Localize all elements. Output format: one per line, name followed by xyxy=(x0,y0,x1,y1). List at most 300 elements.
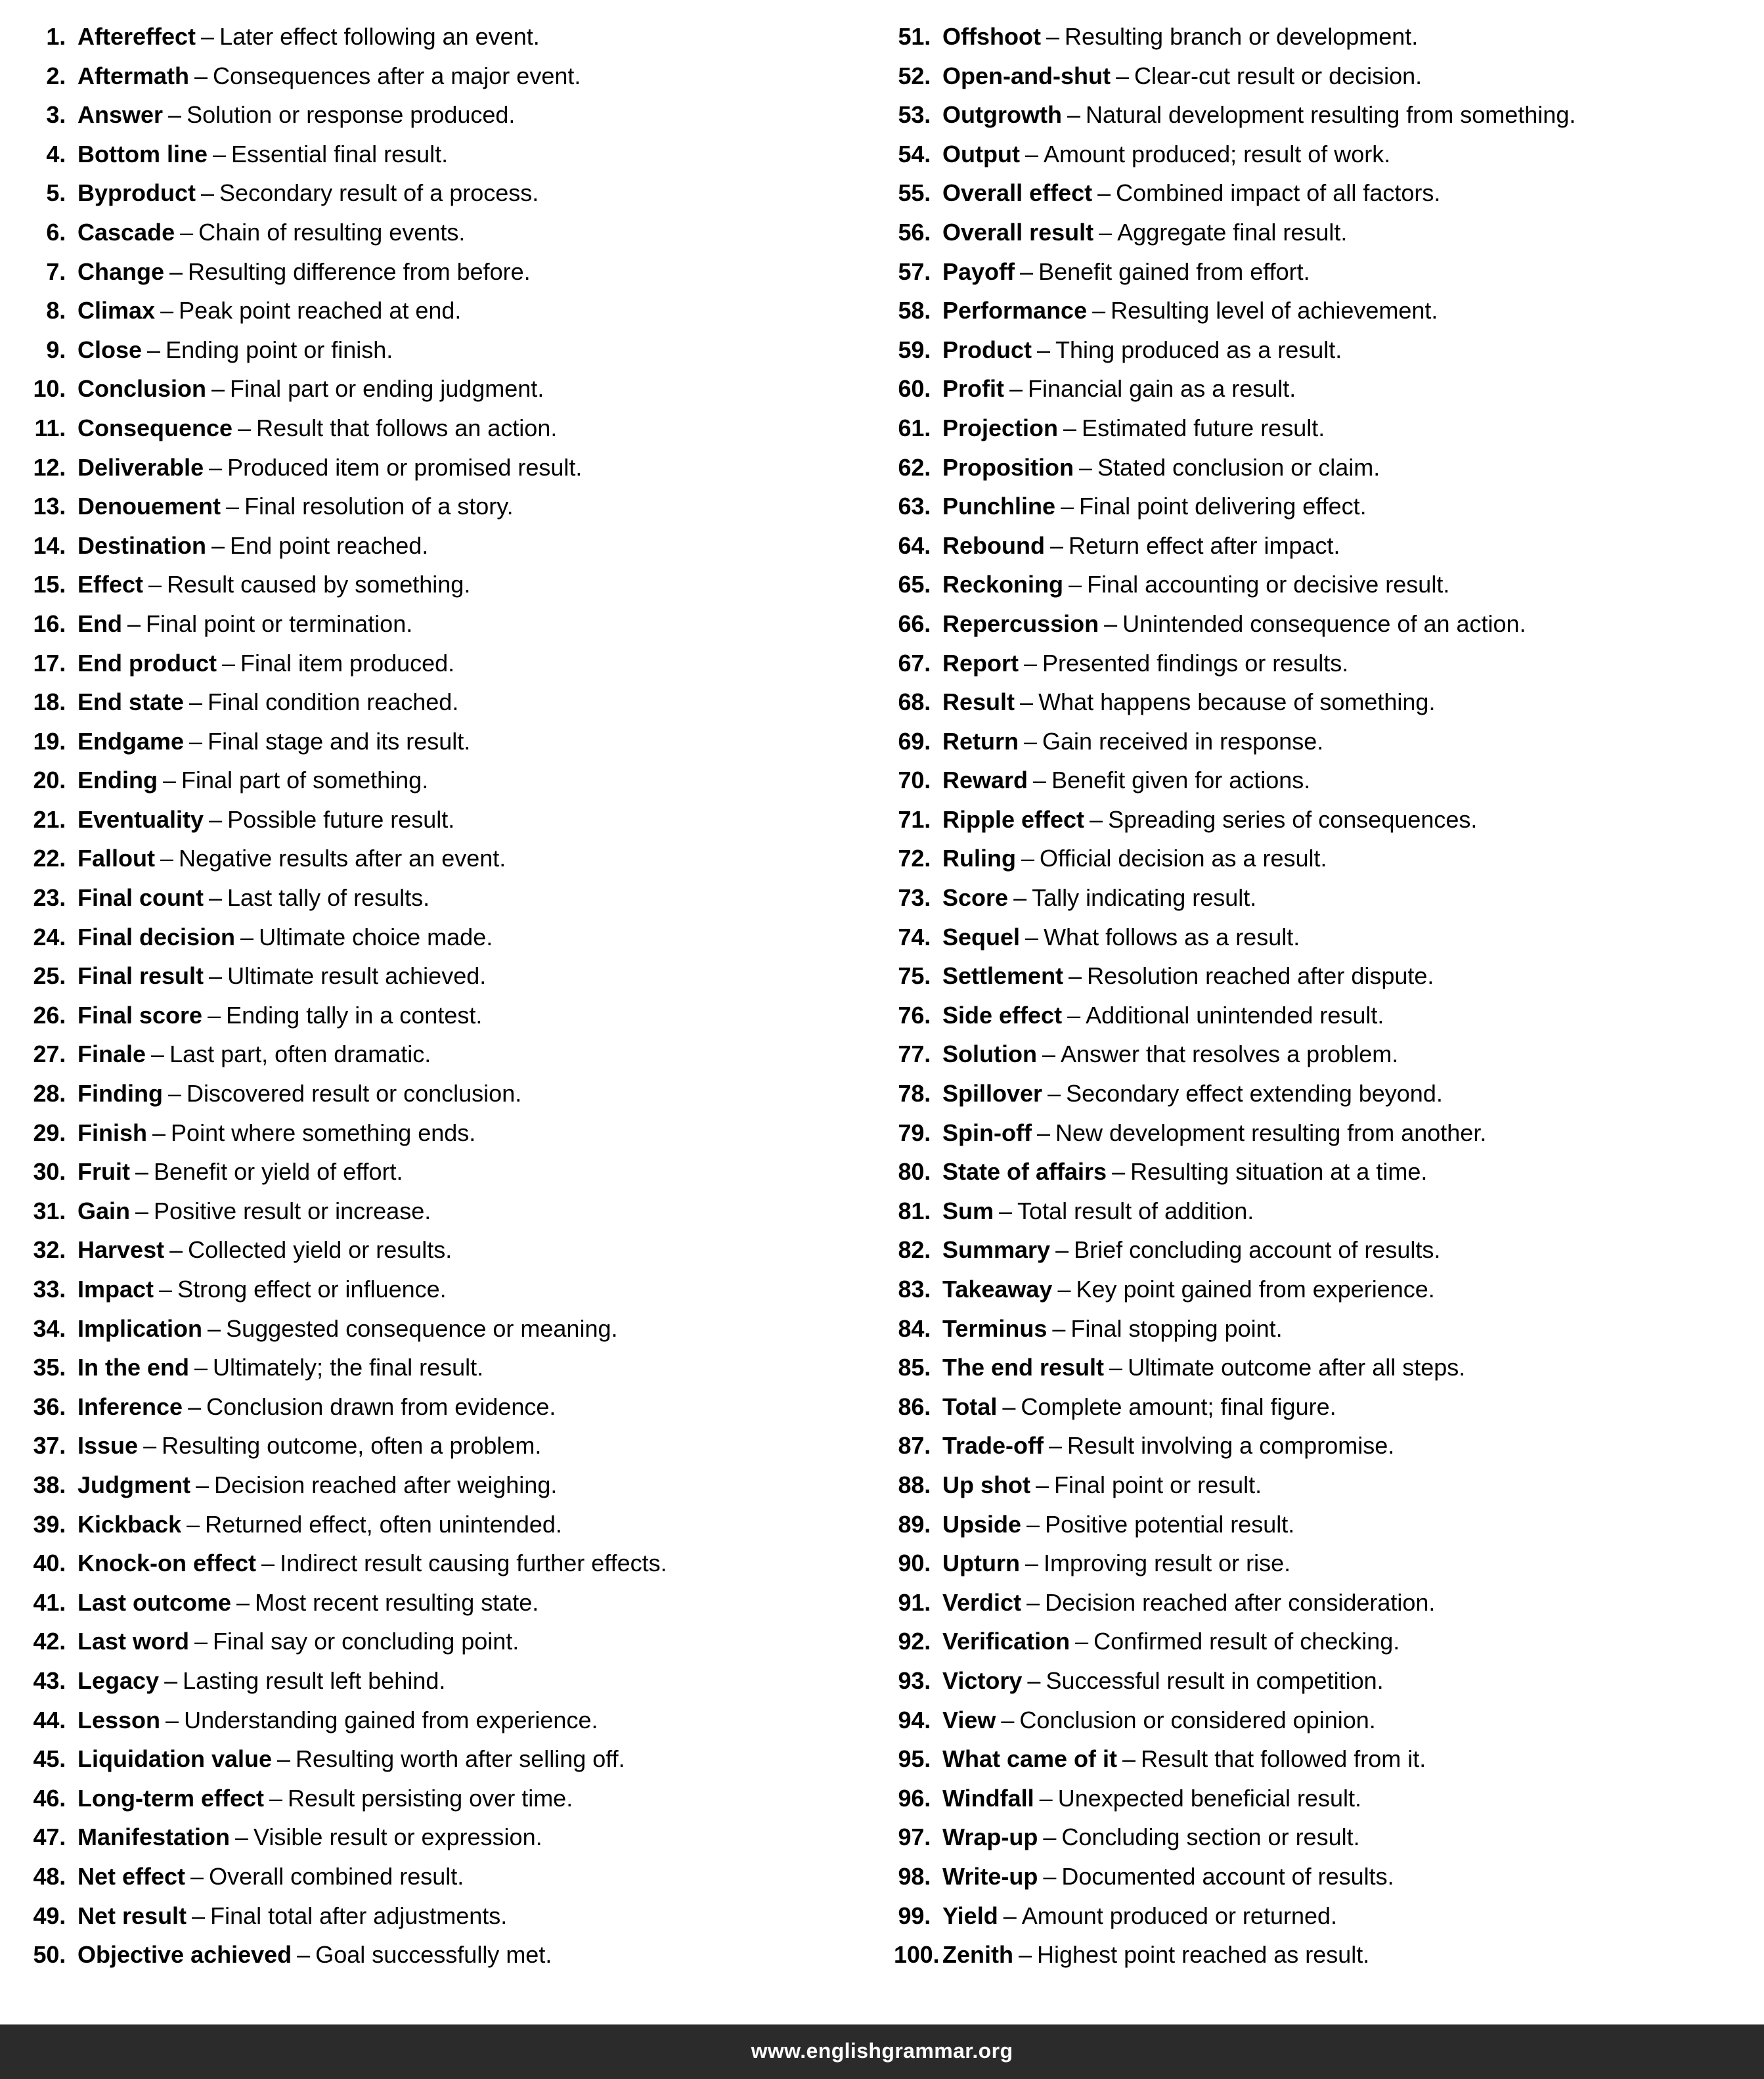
list-item-number: 15. xyxy=(33,571,66,598)
list-item xyxy=(29,56,865,96)
list-item-number: 17. xyxy=(33,649,66,677)
list-item-definition: Possible future result. xyxy=(227,805,455,833)
list-item-dash: – xyxy=(1042,1040,1055,1068)
list-item-dash: – xyxy=(1001,1706,1015,1733)
list-item-number: 22. xyxy=(33,845,66,872)
list-item-term: Spillover xyxy=(942,1080,1043,1107)
list-item-term: Result xyxy=(942,688,1015,716)
list-item-term: Wrap-up xyxy=(942,1823,1038,1851)
list-item-definition: Final item produced. xyxy=(240,649,455,677)
list-item xyxy=(894,918,1735,957)
list-item-number: 73. xyxy=(898,884,931,912)
list-item-number: 97. xyxy=(898,1823,931,1851)
list-item-number: 92. xyxy=(898,1628,931,1655)
list-item-term: Final decision xyxy=(77,923,236,950)
list-item-term: Objective achieved xyxy=(77,1941,292,1969)
list-item xyxy=(894,1935,1735,1975)
list-item-definition: Overall combined result. xyxy=(209,1862,464,1890)
list-item-term: Deliverable xyxy=(77,453,204,481)
list-item-number: 63. xyxy=(898,493,931,520)
list-item-definition: Answer that resolves a problem. xyxy=(1061,1040,1399,1068)
list-item-term: Ripple effect xyxy=(942,805,1085,833)
list-item xyxy=(29,1661,865,1701)
list-item-dash: – xyxy=(1104,610,1118,637)
list-item-definition: Aggregate final result. xyxy=(1117,218,1348,246)
list-item-term: Implication xyxy=(77,1314,203,1342)
list-item-definition: Understanding gained from experience. xyxy=(184,1706,598,1733)
list-item xyxy=(894,1192,1735,1231)
list-item-dash: – xyxy=(147,336,161,363)
list-item xyxy=(29,213,865,252)
list-item-number: 18. xyxy=(33,688,66,716)
list-item-definition: Suggested consequence or meaning. xyxy=(226,1314,618,1342)
list-item-number: 25. xyxy=(33,962,66,990)
list-item xyxy=(29,1152,865,1192)
list-item xyxy=(29,330,865,370)
list-item xyxy=(29,487,865,526)
list-item-term: Final count xyxy=(77,884,204,912)
list-item-definition: Chain of resulting events. xyxy=(198,218,466,246)
list-item-term: Judgment xyxy=(77,1471,191,1498)
list-item-definition: Benefit gained from effort. xyxy=(1038,257,1310,285)
list-item xyxy=(29,1387,865,1427)
list-item xyxy=(29,1113,865,1153)
list-item-dash: – xyxy=(1092,297,1106,324)
list-item-dash: – xyxy=(1009,375,1023,403)
list-item-number: 4. xyxy=(46,140,66,168)
list-item-number: 28. xyxy=(33,1080,66,1107)
list-item-term: Close xyxy=(77,336,143,363)
list-item-dash: – xyxy=(1003,1902,1017,1929)
list-item-dash: – xyxy=(135,1197,149,1224)
list-item-definition: Presented findings or results. xyxy=(1042,649,1349,677)
list-item-term: Final result xyxy=(77,962,204,990)
list-item-definition: Documented account of results. xyxy=(1061,1862,1394,1890)
list-item xyxy=(29,761,865,800)
list-item-term: Overall result xyxy=(942,218,1094,246)
list-item xyxy=(894,644,1735,683)
list-item xyxy=(894,722,1735,761)
list-item-definition: Final total after adjustments. xyxy=(210,1902,508,1929)
list-item-term: Return xyxy=(942,727,1019,755)
list-item xyxy=(29,682,865,722)
list-item-dash: – xyxy=(208,1001,221,1029)
list-item xyxy=(29,996,865,1035)
list-item-definition: Additional unintended result. xyxy=(1086,1001,1384,1029)
list-item-term: View xyxy=(942,1706,996,1733)
list-item-term: Destination xyxy=(77,531,207,559)
list-item-dash: – xyxy=(235,1823,249,1851)
list-item xyxy=(29,1583,865,1622)
list-item xyxy=(894,1896,1735,1936)
list-item xyxy=(29,1074,865,1113)
list-item-dash: – xyxy=(1037,336,1051,363)
list-item-term: Terminus xyxy=(942,1314,1047,1342)
list-item-term: Solution xyxy=(942,1040,1037,1068)
list-item-dash: – xyxy=(1047,1080,1061,1107)
list-item-dash: – xyxy=(1043,1823,1057,1851)
list-item xyxy=(29,604,865,644)
list-item-number: 35. xyxy=(33,1354,66,1381)
list-item-definition: Last tally of results. xyxy=(227,884,430,912)
list-item-definition: Secondary result of a process. xyxy=(219,179,539,207)
list-item-definition: Positive potential result. xyxy=(1045,1510,1295,1538)
list-item-number: 45. xyxy=(33,1745,66,1773)
list-item-definition: Combined impact of all factors. xyxy=(1116,179,1441,207)
list-item-dash: – xyxy=(1112,1158,1126,1186)
list-item-term: Windfall xyxy=(942,1784,1034,1812)
list-item-dash: – xyxy=(1013,884,1027,912)
list-item-definition: Financial gain as a result. xyxy=(1028,375,1296,403)
list-item-number: 54. xyxy=(898,140,931,168)
list-item-dash: – xyxy=(164,1666,178,1694)
list-item-dash: – xyxy=(999,1197,1013,1224)
list-item xyxy=(894,1035,1735,1074)
list-item-term: The end result xyxy=(942,1354,1105,1381)
list-item-term: Repercussion xyxy=(942,610,1099,637)
list-item xyxy=(894,565,1735,604)
list-item-definition: Improving result or rise. xyxy=(1044,1550,1291,1577)
list-item-definition: Decision reached after consideration. xyxy=(1045,1588,1436,1616)
list-item-number: 9. xyxy=(46,336,66,363)
list-item-number: 6. xyxy=(46,218,66,246)
list-item xyxy=(894,409,1735,448)
list-item xyxy=(894,1701,1735,1740)
list-item xyxy=(29,644,865,683)
list-item-definition: Most recent resulting state. xyxy=(255,1588,539,1616)
list-item xyxy=(894,1857,1735,1896)
list-item xyxy=(894,17,1735,56)
list-item-dash: – xyxy=(1063,414,1077,441)
list-column-left xyxy=(29,17,882,1975)
list-item-dash: – xyxy=(226,493,240,520)
list-item-dash: – xyxy=(240,923,254,950)
list-item xyxy=(894,1230,1735,1270)
list-item-definition: Strong effect or influence. xyxy=(177,1276,447,1303)
list-item-number: 31. xyxy=(33,1197,66,1224)
list-item-dash: – xyxy=(1024,727,1038,755)
list-item-definition: Collected yield or results. xyxy=(188,1236,452,1264)
list-item-term: Sequel xyxy=(942,923,1021,950)
list-item-term: Total xyxy=(942,1393,998,1420)
list-item-definition: Ending tally in a contest. xyxy=(226,1001,483,1029)
footer-bar xyxy=(0,2024,1764,2079)
list-item-number: 57. xyxy=(898,257,931,285)
list-item-term: Outgrowth xyxy=(942,101,1062,129)
list-item-number: 85. xyxy=(898,1354,931,1381)
list-item xyxy=(29,1426,865,1465)
list-item xyxy=(29,1309,865,1349)
list-item-number: 83. xyxy=(898,1276,931,1303)
list-item-dash: – xyxy=(1039,1784,1053,1812)
list-item-dash: – xyxy=(152,1119,166,1146)
list-item-number: 86. xyxy=(898,1393,931,1420)
list-item-number: 80. xyxy=(898,1158,931,1186)
list-item-number: 99. xyxy=(898,1902,931,1929)
list-item-definition: Ending point or finish. xyxy=(165,336,393,363)
list-item-dash: – xyxy=(1018,1941,1032,1969)
list-item xyxy=(894,1544,1735,1583)
list-item-definition: Official decision as a result. xyxy=(1040,845,1327,872)
list-item-term: Profit xyxy=(942,375,1004,403)
list-item-number: 60. xyxy=(898,375,931,403)
list-item-definition: Resulting outcome, often a problem. xyxy=(162,1432,542,1460)
list-item xyxy=(894,135,1735,174)
list-item xyxy=(29,291,865,330)
list-item-dash: – xyxy=(1069,962,1082,990)
list-item-number: 51. xyxy=(898,23,931,50)
list-item-dash: – xyxy=(194,62,208,89)
list-item-number: 47. xyxy=(33,1823,66,1851)
list-item xyxy=(29,878,865,918)
list-item-dash: – xyxy=(1046,23,1059,50)
list-item-number: 95. xyxy=(898,1745,931,1773)
list-item-term: Performance xyxy=(942,297,1088,324)
list-item-definition: Result involving a compromise. xyxy=(1067,1432,1395,1460)
list-item-definition: Highest point reached as result. xyxy=(1037,1941,1370,1969)
list-item-term: Net result xyxy=(77,1902,187,1929)
list-item-number: 20. xyxy=(33,767,66,794)
list-item-number: 58. xyxy=(898,297,931,324)
list-item-term: Finish xyxy=(77,1119,147,1146)
list-item-term: Upturn xyxy=(942,1550,1020,1577)
list-item xyxy=(29,448,865,487)
list-item-number: 10. xyxy=(33,375,66,403)
list-item-dash: – xyxy=(1027,1666,1041,1694)
list-item-definition: End point reached. xyxy=(230,531,429,559)
list-item-dash: – xyxy=(1109,1354,1123,1381)
list-item xyxy=(894,1779,1735,1818)
list-item xyxy=(894,996,1735,1035)
list-item-term: Bottom line xyxy=(77,140,208,168)
list-item-definition: Final point delivering effect. xyxy=(1079,493,1367,520)
list-item xyxy=(29,526,865,566)
list-item-term: End xyxy=(77,610,122,637)
list-item-definition: Thing produced as a result. xyxy=(1055,336,1342,363)
list-item-dash: – xyxy=(1025,923,1039,950)
list-item-dash: – xyxy=(1026,1510,1040,1538)
list-item-term: Answer xyxy=(77,101,164,129)
list-item-number: 32. xyxy=(33,1236,66,1264)
list-item-term: Payoff xyxy=(942,257,1015,285)
list-item-number: 16. xyxy=(33,610,66,637)
list-item-number: 42. xyxy=(33,1628,66,1655)
list-item-term: Verdict xyxy=(942,1588,1022,1616)
list-item-definition: Final stage and its result. xyxy=(208,727,471,755)
list-item-definition: Resulting difference from before. xyxy=(188,257,531,285)
list-item xyxy=(894,800,1735,839)
list-item-dash: – xyxy=(209,453,223,481)
list-item-dash: – xyxy=(159,1276,173,1303)
list-item-dash: – xyxy=(1122,1745,1136,1773)
list-item-dash: – xyxy=(1025,1550,1038,1577)
list-item-number: 77. xyxy=(898,1040,931,1068)
list-item-dash: – xyxy=(208,1314,221,1342)
list-item-term: Manifestation xyxy=(77,1823,231,1851)
list-item-definition: Natural development resulting from something. xyxy=(1085,101,1576,129)
list-item-term: Offshoot xyxy=(942,23,1041,50)
list-item-number: 89. xyxy=(898,1510,931,1538)
list-item-definition: Lasting result left behind. xyxy=(183,1666,446,1694)
list-item-term: Verification xyxy=(942,1628,1070,1655)
list-item-term: Victory xyxy=(942,1666,1023,1694)
list-item-term: State of affairs xyxy=(942,1158,1107,1186)
list-item-number: 96. xyxy=(898,1784,931,1812)
list-item-dash: – xyxy=(209,805,223,833)
list-item-dash: – xyxy=(180,218,194,246)
list-item-definition: Ultimate outcome after all steps. xyxy=(1128,1354,1466,1381)
list-item-number: 84. xyxy=(898,1314,931,1342)
list-item xyxy=(894,956,1735,996)
list-item xyxy=(29,173,865,213)
list-item-dash: – xyxy=(209,962,223,990)
list-item-number: 26. xyxy=(33,1001,66,1029)
list-item xyxy=(894,173,1735,213)
list-item-definition: New development resulting from another. xyxy=(1055,1119,1487,1146)
list-item-dash: – xyxy=(194,1354,208,1381)
list-item-number: 56. xyxy=(898,218,931,246)
list-item-definition: Tally indicating result. xyxy=(1032,884,1257,912)
list-item xyxy=(29,1739,865,1779)
list-item-definition: Produced item or promised result. xyxy=(227,453,583,481)
list-item xyxy=(29,839,865,878)
list-item-dash: – xyxy=(148,571,162,598)
list-item-dash: – xyxy=(1021,845,1035,872)
list-item xyxy=(29,1935,865,1975)
list-item-number: 71. xyxy=(898,805,931,833)
list-item xyxy=(29,95,865,135)
list-item-number: 100. xyxy=(894,1941,940,1969)
list-item-term: Liquidation value xyxy=(77,1745,273,1773)
list-item-dash: – xyxy=(211,531,225,559)
list-item-term: Upside xyxy=(942,1510,1022,1538)
list-item-term: Impact xyxy=(77,1276,154,1303)
list-item-number: 62. xyxy=(898,453,931,481)
list-item-definition: Result caused by something. xyxy=(167,571,471,598)
list-item-dash: – xyxy=(187,1510,200,1538)
list-item-definition: Final resolution of a story. xyxy=(244,493,514,520)
list-item-number: 41. xyxy=(33,1588,66,1616)
list-item-dash: – xyxy=(297,1941,311,1969)
list-item-definition: Essential final result. xyxy=(231,140,449,168)
list-item-number: 59. xyxy=(898,336,931,363)
list-item xyxy=(29,1270,865,1309)
list-item-definition: Resulting branch or development. xyxy=(1065,23,1419,50)
list-item-term: Issue xyxy=(77,1432,139,1460)
list-item-definition: Returned effect, often unintended. xyxy=(205,1510,562,1538)
list-item-definition: Goal successfully met. xyxy=(315,1941,552,1969)
list-item-dash: – xyxy=(160,297,174,324)
list-item xyxy=(29,1505,865,1544)
list-item-term: Conclusion xyxy=(77,375,206,403)
list-item xyxy=(894,1622,1735,1661)
list-item-term: What came of it xyxy=(942,1745,1118,1773)
list-item-number: 70. xyxy=(898,767,931,794)
list-item-definition: Amount produced or returned. xyxy=(1021,1902,1338,1929)
list-item-term: Lesson xyxy=(77,1706,161,1733)
list-item-dash: – xyxy=(1024,649,1038,677)
list-item-dash: – xyxy=(188,1393,202,1420)
list-item-definition: Final say or concluding point. xyxy=(213,1628,519,1655)
list-item xyxy=(894,448,1735,487)
list-item-term: Byproduct xyxy=(77,179,196,207)
list-item xyxy=(29,722,865,761)
list-item-term: Reckoning xyxy=(942,571,1064,598)
list-item xyxy=(894,1309,1735,1349)
list-item xyxy=(29,918,865,957)
list-item-definition: Conclusion or considered opinion. xyxy=(1019,1706,1376,1733)
list-item-dash: – xyxy=(196,1471,209,1498)
list-item-dash: – xyxy=(165,1706,179,1733)
list-item-definition: Visible result or expression. xyxy=(254,1823,542,1851)
list-item-definition: Total result of addition. xyxy=(1017,1197,1254,1224)
list-item xyxy=(894,682,1735,722)
list-item-term: Long-term effect xyxy=(77,1784,265,1812)
list-item xyxy=(894,1426,1735,1465)
list-item-term: Report xyxy=(942,649,1019,677)
list-item-dash: – xyxy=(189,688,203,716)
list-item-dash: – xyxy=(1090,805,1103,833)
list-item-definition: Resulting worth after selling off. xyxy=(296,1745,625,1773)
list-item xyxy=(29,565,865,604)
list-item-definition: Resulting level of achievement. xyxy=(1111,297,1438,324)
list-item-number: 53. xyxy=(898,101,931,129)
list-item-term: Up shot xyxy=(942,1471,1030,1498)
list-item xyxy=(894,213,1735,252)
list-item-number: 91. xyxy=(898,1588,931,1616)
list-item-dash: – xyxy=(169,257,183,285)
list-item-term: Output xyxy=(942,140,1020,168)
list-item xyxy=(894,839,1735,878)
list-item-dash: – xyxy=(238,414,252,441)
list-item-number: 82. xyxy=(898,1236,931,1264)
list-column-right xyxy=(882,17,1735,1975)
list-item xyxy=(894,878,1735,918)
list-item-number: 5. xyxy=(46,179,66,207)
list-item xyxy=(29,956,865,996)
list-item-definition: Spreading series of consequences. xyxy=(1108,805,1478,833)
list-item xyxy=(894,1270,1735,1309)
list-item xyxy=(29,1544,865,1583)
list-item-term: Last word xyxy=(77,1628,190,1655)
list-item-definition: Discovered result or conclusion. xyxy=(187,1080,522,1107)
list-item xyxy=(894,1348,1735,1387)
list-item-number: 46. xyxy=(33,1784,66,1812)
list-item-term: Sum xyxy=(942,1197,994,1224)
list-item-number: 90. xyxy=(898,1550,931,1577)
list-item-number: 78. xyxy=(898,1080,931,1107)
list-item-definition: Benefit given for actions. xyxy=(1051,767,1311,794)
footer-site-url: www.englishgrammar.org xyxy=(751,2039,1013,2063)
list-item-definition: Unexpected beneficial result. xyxy=(1057,1784,1361,1812)
list-item-dash: – xyxy=(211,375,225,403)
list-item-definition: Final part of something. xyxy=(181,767,429,794)
list-item xyxy=(894,291,1735,330)
list-item-definition: Peak point reached at end. xyxy=(179,297,462,324)
list-item xyxy=(894,252,1735,292)
list-item xyxy=(29,1230,865,1270)
list-item-term: Knock-on effect xyxy=(77,1550,257,1577)
list-item-term: Write-up xyxy=(942,1862,1038,1890)
list-item-number: 13. xyxy=(33,493,66,520)
list-item xyxy=(894,95,1735,135)
list-item-number: 3. xyxy=(46,101,66,129)
list-item xyxy=(894,1739,1735,1779)
list-item-dash: – xyxy=(143,1432,157,1460)
list-item xyxy=(29,1818,865,1857)
list-item-definition: Amount produced; result of work. xyxy=(1043,140,1391,168)
list-item-term: Endgame xyxy=(77,727,185,755)
